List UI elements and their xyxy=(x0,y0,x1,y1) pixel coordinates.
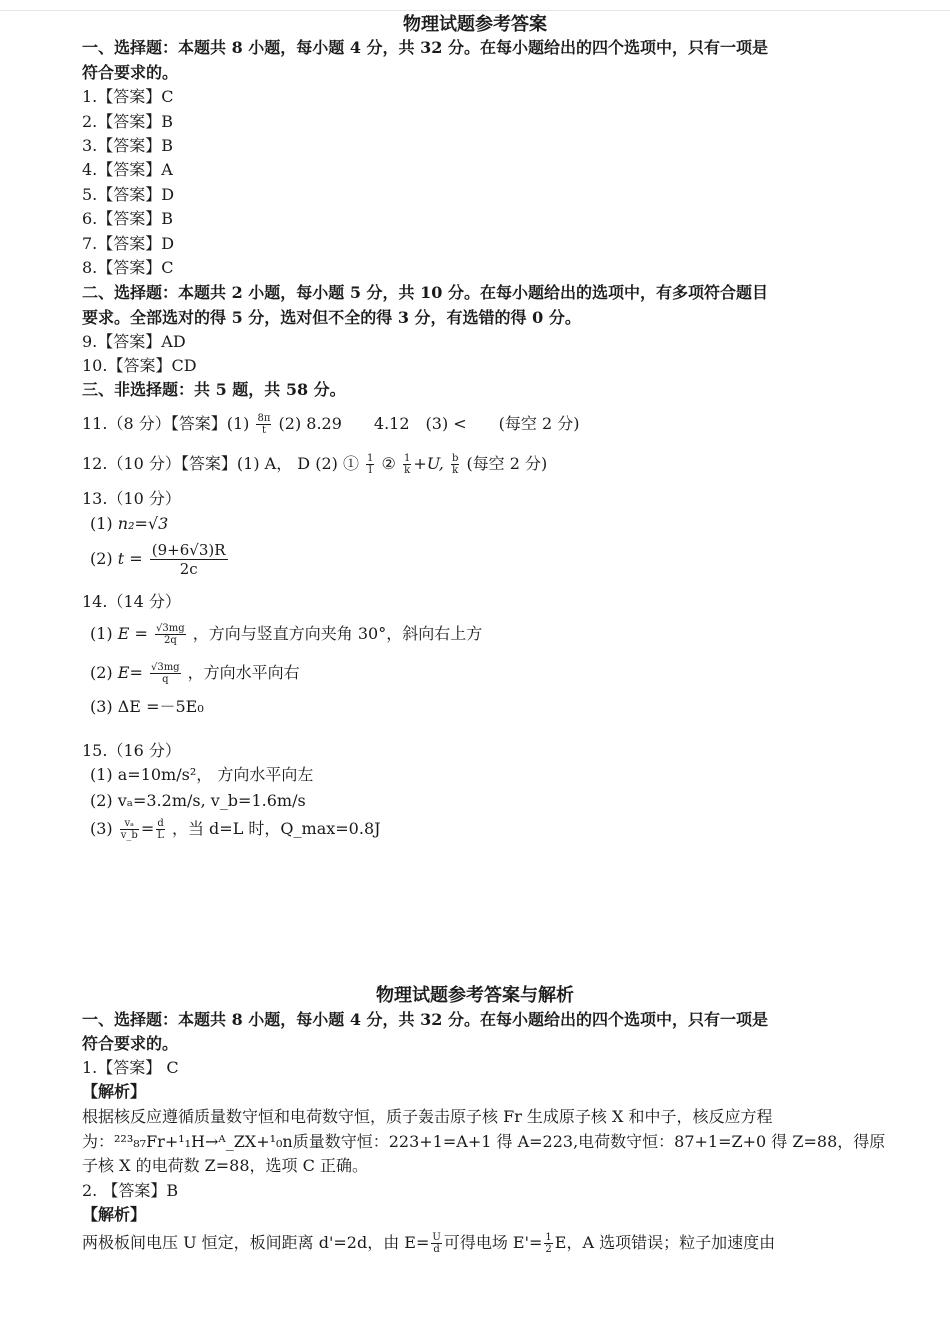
answer-12-mid: ② xyxy=(381,454,396,473)
answer-2: 2.【答案】B xyxy=(82,112,174,131)
q13-part2 xyxy=(90,541,230,578)
fraction-denominator: L xyxy=(157,830,164,841)
q14-part2-label: (2) xyxy=(90,663,113,682)
part2-explanation-2-post: E，A 选项错误；粒子加速度由 xyxy=(554,1233,776,1252)
q14-part2-fraction xyxy=(150,662,181,685)
answer-12 xyxy=(82,453,547,476)
fraction-numerator: d xyxy=(157,818,164,829)
fraction-denominator: t xyxy=(261,425,266,436)
answer-12-fraction-1 xyxy=(366,453,374,476)
answer-1: 1.【答案】C xyxy=(82,87,174,106)
q14-part1-text: ，方向与竖直方向夹角 30°，斜向右上方 xyxy=(192,624,483,643)
q15-part3 xyxy=(90,818,381,841)
q13-part1 xyxy=(90,514,168,534)
answer-6: 6.【答案】B xyxy=(82,209,174,228)
part2-explanation-2-mid: 可得电场 E'= xyxy=(443,1233,543,1252)
answer-12-fraction-3 xyxy=(451,453,459,476)
q14-part3: (3) ΔE =－5E₀ xyxy=(90,697,204,716)
q13-part2-label: (2) xyxy=(90,549,113,568)
answer-11-prefix: 11.（8 分）【答案】(1) xyxy=(82,414,250,433)
answer-8: 8.【答案】C xyxy=(82,258,174,277)
q14-heading: 14.（14 分） xyxy=(82,592,181,611)
part2-section1-line2: 符合要求的。 xyxy=(82,1034,179,1053)
fraction-denominator: 2c xyxy=(179,560,198,578)
answer-9: 9.【答案】AD xyxy=(82,332,186,351)
page-title: 物理试题参考答案 xyxy=(403,14,547,35)
answer-12-after: +U, xyxy=(413,454,444,473)
q15-part3-text: ，当 d=L 时，Q_max=0.8J xyxy=(171,819,381,838)
q15-part3-label: (3) xyxy=(90,819,113,838)
answer-5: 5.【答案】D xyxy=(82,185,175,204)
part2-answer-1: 1.【答案】 C xyxy=(82,1058,179,1077)
fraction-numerator: 1 xyxy=(367,453,374,464)
answer-10: 10.【答案】CD xyxy=(82,356,197,375)
section1-heading-line1: 一、选择题：本题共 8 小题，每小题 4 分，共 32 分。在每小题给出的四个选项中，只有一项是 xyxy=(82,38,768,57)
answer-11-rest: (2) 8.29 4.12 (3) < (每空 2 分) xyxy=(278,414,580,433)
fraction-numerator: (9+6√3)R xyxy=(151,541,226,559)
answer-11 xyxy=(82,413,580,436)
q14-part2-var: E= xyxy=(117,663,143,682)
part2-explanation-1-line1: 根据核反应遵循质量数守恒和电荷数守恒，质子轰击原子核 Fr 生成原子核 X 和中子，核反应方程 xyxy=(82,1107,773,1126)
part2-explanation-1-line2: 为：²²³₈₇Fr+¹₁H→ᴬ_ZX+¹₀n质量数守恒：223+1=A+1 得 A=223,电荷数守恒：87+1=Z+0 得 Z=88，得原 xyxy=(82,1132,886,1151)
part2-explanation-2 xyxy=(82,1232,775,1255)
fraction-numerator: 1 xyxy=(403,453,411,464)
fraction-denominator: I xyxy=(368,465,373,476)
part2-explanation-2-fraction-1 xyxy=(431,1232,441,1255)
q14-part2-text: ，方向水平向右 xyxy=(187,663,300,682)
fraction-denominator: q xyxy=(162,674,169,685)
part2-jiexi-2: 【解析】 xyxy=(82,1205,147,1224)
answer-7: 7.【答案】D xyxy=(82,234,175,253)
answer-12-prefix: 12.（10 分）【答案】(1) A， D (2) ① xyxy=(82,454,359,473)
q13-part2-fraction xyxy=(150,541,228,578)
fraction-numerator: √3mg xyxy=(150,662,180,673)
section3-heading: 三、非选择题：共 5 题，共 58 分。 xyxy=(82,380,346,399)
section2-heading-line1: 二、选择题：本题共 2 小题，每小题 5 分，共 10 分。在每小题给出的选项中，有多项符合题目 xyxy=(82,283,768,302)
part2-section1-line1: 一、选择题：本题共 8 小题，每小题 4 分，共 32 分。在每小题给出的四个选项中，只有一项是 xyxy=(82,1010,768,1029)
q15-part3-eq: = xyxy=(140,819,155,838)
q13-part1-expr: n₂=√3 xyxy=(117,514,169,533)
section2-heading-line2: 要求。全部选对的得 5 分，选对但不全的得 3 分，有选错的得 0 分。 xyxy=(82,308,581,327)
answer-4: 4.【答案】A xyxy=(82,160,173,179)
answer-12-suffix: (每空 2 分) xyxy=(466,454,548,473)
section1-heading-line2: 符合要求的。 xyxy=(82,63,179,82)
fraction-numerator: 8π xyxy=(257,413,271,424)
fraction-numerator: √3mg xyxy=(156,623,185,634)
answer-3: 3.【答案】B xyxy=(82,136,174,155)
fraction-denominator: 2q xyxy=(163,635,177,646)
q14-part1-var: E = xyxy=(117,624,148,643)
q14-part1 xyxy=(90,623,482,646)
q14-part1-fraction xyxy=(155,623,186,646)
q15-part2: (2) vₐ=3.2m/s, v_b=1.6m/s xyxy=(90,791,306,810)
fraction-denominator: d xyxy=(433,1244,440,1255)
q15-heading: 15.（16 分） xyxy=(82,741,181,760)
q13-part1-label: (1) xyxy=(90,514,113,533)
q14-part2 xyxy=(90,662,300,685)
fraction-denominator: k xyxy=(404,465,411,476)
part2-jiexi-1: 【解析】 xyxy=(82,1082,147,1101)
part2-explanation-2-fraction-2 xyxy=(544,1232,552,1255)
fraction-numerator: U xyxy=(432,1232,441,1243)
part2-explanation-1-line3: 子核 X 的电荷数 Z=88，选项 C 正确。 xyxy=(82,1156,368,1175)
q15-part1: (1) a=10m/s²， 方向水平向左 xyxy=(90,765,314,784)
part2-explanation-2-pre: 两极板间电压 U 恒定，板间距离 d'=2d，由 E= xyxy=(82,1233,430,1252)
page-title-2: 物理试题参考答案与解析 xyxy=(376,985,574,1006)
fraction-numerator: b xyxy=(451,453,459,464)
q13-heading: 13.（10 分） xyxy=(82,489,181,508)
fraction-denominator: v_b xyxy=(120,830,138,841)
q13-part2-var: t = xyxy=(117,549,143,568)
fraction-numerator: vₐ xyxy=(120,818,139,830)
part2-answer-2: 2. 【答案】B xyxy=(82,1181,179,1200)
q15-part3-fraction-1 xyxy=(120,818,139,841)
q14-part1-label: (1) xyxy=(90,624,113,643)
answer-12-fraction-2 xyxy=(403,453,411,476)
fraction-denominator: k xyxy=(452,465,459,476)
answer-11-fraction xyxy=(256,413,271,436)
fraction-numerator: 1 xyxy=(545,1232,552,1243)
q15-part3-fraction-2 xyxy=(156,818,165,841)
fraction-denominator: 2 xyxy=(545,1244,552,1255)
